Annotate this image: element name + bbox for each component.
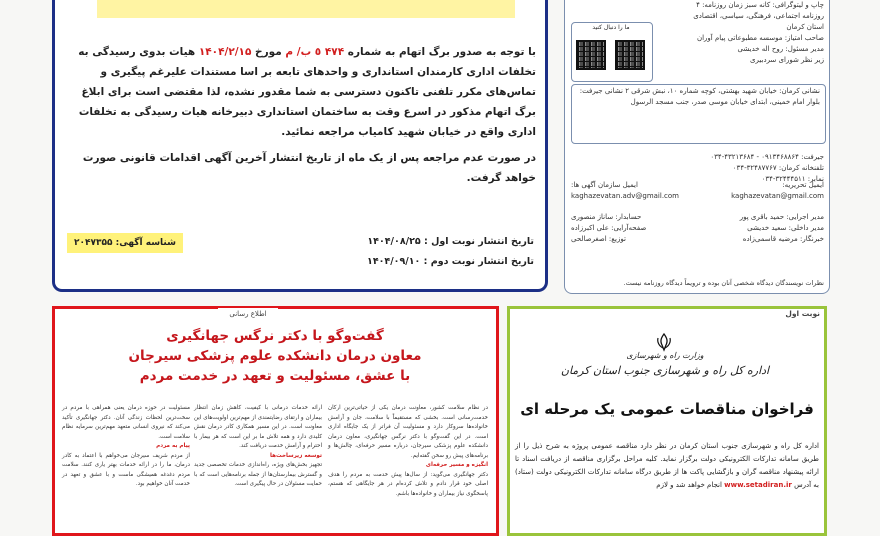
notice-reference-number: ۴۷۴ ٥ ب/ م (285, 46, 345, 58)
phone-list: جیرفت: ۰۹۱۳۴۶۸۸۶۴ - ۴۳۲۱۳۶۸۴-۰۳۴ تلفنخانه کرمان: ۳۲۴۸۷۷۶۷-۰۳۴ نمابر: ۳۲۴۴۴۵۱۱-۰۳۴ (710, 153, 824, 183)
notice-dates (320, 232, 534, 272)
ad-id-badge: شناسه آگهی: ۲۰۴۷۳۵۵ (67, 233, 183, 253)
email-ads-label: ایمیل سازمان آگهی ها: (571, 181, 638, 189)
notice-paragraph-1: با توجه به صدور برگ اتهام به شماره ۴۷۴ ٥ ب/ م مورخ ۱۴۰۴/۲/۱۵ هیات بدوی رسیدگی به تخلفات اداری کارمندان استانداری و واحدهای تابعه بر اسا مستندات علیرغم پیگیری و تماس‌های مکرر تلفنی تاکنون دسترسی به شما مقدور نشده، لذا مقتضی است برای ابلاغ برگ اتهام مذکور در اسرع وقت به ساختمان استانداری دبیرخانه هیات رسیدگی به تخلفات اداری واقع در خیابان شهید کامیاب مراجعه نمائید. (78, 46, 536, 138)
organization-name: اداره کل راه و شهرسازی جنوب استان کرمان (560, 364, 770, 377)
tender-turn-label: نوبت اول (785, 309, 820, 318)
article-column-1: در نظام سلامت کشور، معاونت درمان یکی از حیاتی‌ترین ارکان خدمت‌رسانی است. بخشی که مستقیماً با سلامت، جان و آرامش خانواده‌ها سروکار دارد و مسئولیت آن فراتر از یک جایگاه اداری است. در این گفت‌وگو با دکتر نرگس جهانگیری، معاون درمان دانشکده علوم پزشکی سیرجان، درباره مسیر حرفه‌ای، چالش‌ها و برنامه‌های پیش رو سخن گفته‌ایم. انگیزه و مسیر حرفه‌ای دکتر جهانگیری می‌گوید: از سال‌ها پیش خدمت به مردم را هدف اصلی خود قرار دادم و تلاش کرده‌ام در هر جایگاهی که هستم، پاسخگوی نیاز بیماران و خانواده‌ها باشم. (328, 405, 488, 497)
masthead-info: چاپ و لیتوگرافی: کانه سبز زمان روزنامه: ۴ روزنامه اجتماعی، فرهنگی، سیاسی، اقتصادی استان کرمان صاحب امتیاز: موسسه مطبوعاتی پیام آوران مدیر مسئول: روح اله خدیشی زیر نظر شورای سردبیری (693, 1, 824, 64)
address-text: نشانی کرمان: خیابان شهید بهشتی، کوچه شماره ۱۰، نبش شرقی ۲ نشانی جیرفت: بلوار امام خمینی، ابتدای خیابان موسی صدر، جنب مسجد الرسول (579, 87, 820, 106)
article-headline: گفت‌وگو با دکتر نرگس جهانگیری معاون درمان دانشکده علوم پزشکی سیرجان با عشق، مسئولیت و تعهد در خدمت مردم (128, 328, 422, 384)
setad-link[interactable]: www.setadiran.ir (724, 481, 792, 489)
notice-reference-date: ۱۴۰۴/۲/۱۵ (198, 46, 252, 58)
email-editor-link[interactable]: kaghazevatan@gmail.com (731, 192, 824, 200)
notice-header-band (97, 0, 515, 18)
masthead-disclaimer: نظرات نویسندگان دیدگاه شخصی آنان بوده و ترویماً دیدگاه روزنامه نیست. (623, 279, 824, 287)
article-column-2: ارائه خدمات درمانی با کیفیت، کاهش زمان انتظار بیماران و ارتقای رضایتمندی از مهم‌ترین اولویت‌های این معاونت است. در این مسیر همکاری کادر درمان نقش کلیدی دارد و همه تلاش ما بر این است که هر بیمار با احترام و آرامش خدمت دریافت کند. توسعه زیرساخت‌ها تجهیز بخش‌های ویژه، راه‌اندازی خدمات تخصصی جدید و گسترش بیمارستان‌ها از جمله برنامه‌هایی است که با حمایت مسئولان در حال پیگیری است. (194, 405, 322, 487)
ministry-name: وزارت راه و شهرسازی (626, 351, 704, 360)
tender-title: فراخوان مناقصات عمومی یک مرحله ای (520, 400, 814, 418)
email-ads-link[interactable]: kaghazevatan.adv@gmail.com (571, 192, 679, 200)
article-subheading: انگیزه و مسیر حرفه‌ای (425, 462, 488, 468)
email-editor-label: ایمیل تحریریه: (782, 181, 824, 189)
iran-emblem-icon (654, 332, 674, 352)
article-column-3: مسئولیت در حوزه درمان یعنی همراهی با مردم در سخت‌ترین لحظات زندگی آنان. دکتر جهانگیری تأکید می‌کند که نیروی انسانی متعهد مهم‌ترین سرمایه نظام سلامت است. پیام به مردم از مردم شریف سیرجان می‌خواهم با اعتماد به کادر درمان، ما را در ارائه خدمات بهتر یاری کنند. سلامت مردم دغدغه همیشگی ماست و با عشق و تعهد در خدمت آنان خواهیم بود. (62, 405, 190, 487)
article-subheading: توسعه زیرساخت‌ها (270, 452, 322, 459)
notice-body (68, 42, 536, 194)
publish-date-first: تاریخ انتشار نوبت اول : ۱۴۰۴/۰۸/۲۵ (367, 236, 534, 247)
article-section-tag: اطلاع رسانی (218, 308, 278, 320)
article-subheading: پیام به مردم (156, 443, 190, 449)
qr-code-icon[interactable] (576, 40, 606, 70)
publish-date-second: تاریخ انتشار نوبت دوم : ۱۴۰۴/۰۹/۱۰ (367, 256, 534, 267)
tender-body: اداره کل راه و شهرسازی جنوب استان کرمان در نظر دارد مناقصه عمومی پروژه به شرح ذیل را از طریق سامانه تدارکات الکترونیکی دولت برگزار نماید. کلیه مراحل برگزاری مناقصه از دریافت اسناد تا ارائه پیشنهاد مناقصه گران و بازگشایی پاکت ها از طریق درگاه سامانه تدارکات الکترونیکی دولت (ستاد) به آدرس www.setadiran.ir انجام خواهد شد و لازم (515, 442, 819, 489)
follow-us-label: ما را دنبال کنید (592, 24, 630, 31)
staff-list: مدیر اجرایی: حمید باقری پور حسابدار: ساناز منصوری مدیر داخلی: سعید خدیشی صفحه‌آرایی: علی اکبرزاده خبرنگار: مرضیه قاسمی‌زاده توزیع: اصغرصالحی (571, 213, 824, 243)
email-section (571, 180, 824, 202)
notice-paragraph-2: در صورت عدم مراجعه پس از یک ماه از تاریخ انتشار آخرین آگهی اقدامات قانونی صورت خواهد گرفت. (82, 152, 536, 184)
qr-code-icon[interactable] (615, 40, 645, 70)
